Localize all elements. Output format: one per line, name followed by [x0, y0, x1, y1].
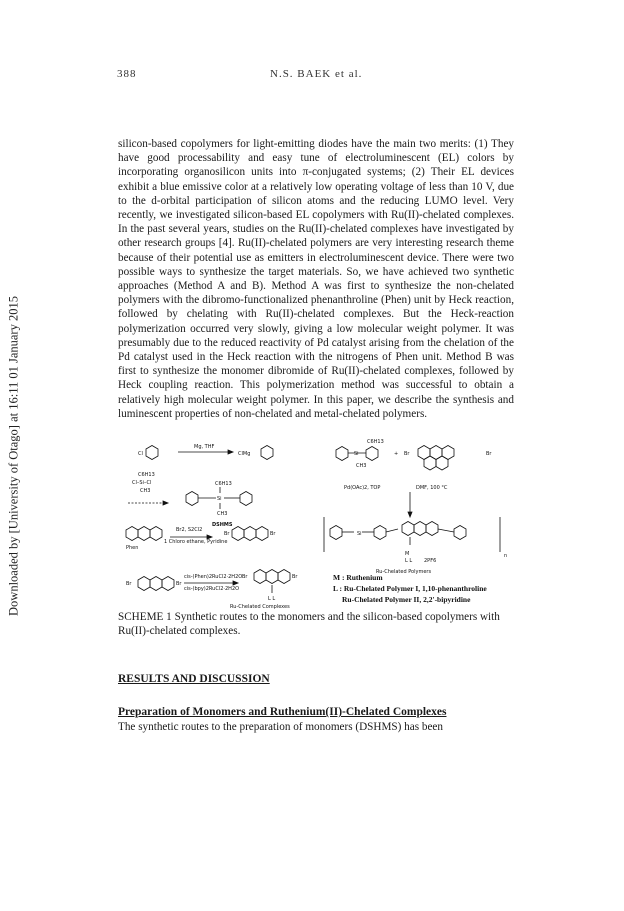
bromo-label: Br [292, 574, 298, 580]
bromo-label: Br [224, 531, 230, 537]
phenanthroline-ring [266, 570, 278, 584]
page-header [0, 68, 624, 84]
synthesis-scheme [118, 437, 518, 625]
phenanthroline-ring [244, 527, 256, 541]
bromo-label: Br [486, 451, 492, 457]
phenanthroline-ring [278, 570, 290, 584]
running-head: N.S. BAEK et al. [270, 68, 363, 80]
silicon-label: Si [357, 531, 362, 537]
benzene-ring [330, 526, 342, 540]
phenanthroline-ring [138, 577, 150, 591]
monomer-label: DSHMS [212, 522, 233, 528]
phenanthroline-ring [256, 527, 268, 541]
scheme-catalyst: Pd(OAc)2, TOP [344, 485, 381, 491]
bromo-label: Br [242, 574, 248, 580]
chloro-label: Cl [138, 451, 143, 457]
benzene-ring [146, 446, 158, 460]
scheme-solvent: DMF, 100 °C [416, 485, 448, 491]
metal-label: M [405, 551, 410, 557]
methyl-label: CH3 [356, 463, 367, 469]
bromo-label: Br [126, 581, 132, 587]
plus-sign: + [394, 451, 399, 457]
phenanthroline-ring [424, 456, 436, 470]
legend-item: L : Ru-Chelated Polymer I, 1,10-phenanthroline [333, 584, 487, 593]
scheme-reagent: Mg, THF [194, 444, 215, 450]
phenanthroline-ring [426, 522, 438, 536]
phenanthroline-ring [150, 577, 162, 591]
silicon-label: Si [354, 451, 359, 457]
download-stamp [6, 296, 22, 616]
subsection-heading: Preparation of Monomers and Ruthenium(II)-Chelated Complexes [118, 706, 447, 718]
download-stamp-text: Downloaded by [University of Otago] at 16:11 01 January 2015 [6, 296, 21, 616]
scheme-reagent: cis-(bpy)2RuCl2·2H2O [184, 586, 240, 592]
scheme-reagent: cis-(Phen)2RuCl2·2H2O [184, 574, 243, 580]
bromo-label: Br [270, 531, 276, 537]
phenanthroline-ring [436, 456, 448, 470]
phenanthroline-ring [150, 527, 162, 541]
polymer-label: Ru-Chelated Polymers [376, 569, 432, 575]
phen-label: Phen [126, 545, 139, 551]
repeat-label: n [504, 553, 508, 559]
benzene-ring [366, 447, 378, 461]
benzene-ring [261, 446, 273, 460]
scheme-reagent: 1 Chloro ethane, Pyridine [164, 539, 228, 545]
silicon-label: Si [217, 496, 222, 502]
body-text: The synthetic routes to the preparation of monomers (DSHMS) has been [118, 721, 443, 733]
scheme-caption: SCHEME 1 Synthetic routes to the monomers and the silicon-based copolymers with Ru(II)-chelated complexes. [118, 611, 500, 638]
phenanthroline-ring [126, 527, 138, 541]
legend-item: M : Ruthenium [333, 573, 383, 582]
methyl-label: CH3 [140, 488, 151, 494]
phenanthroline-ring [232, 527, 244, 541]
phenanthroline-ring [402, 522, 414, 536]
intro-paragraph: silicon-based copolymers for light-emitting diodes have the main two merits: (1) They have good processability and easy tune of electroluminescent (EL) colors by incorporating organosilicon units into π-conjugated systems; (2) Their EL devices exhibit a blue emissive color at a relatively low operating voltage of less than 10 V, due to the d-orbital participation of silicon atoms and the reducing LUMO level. Very recently, we investigated silicon-based EL copolymers with Ru(II)-chelated complexes. In the past several years, studies on the Ru(II)-chelated complexes have investigated by other research groups [4]. Ru(II)-chelated polymers are very interesting research theme because of their potential use as emitters in electroluminescent device. There were two possible ways to synthesize the target materials. So, we have achieved two synthetic approaches (Method A and B). Method A was first to synthesize the non-chelated polymers with the dibromo-functionalized phenanthroline (Phen) unit by Heck reaction, followed by chelating with Ru(II)-chelated complexes. But the Heck-reaction polymerization occurred very slowly, giving a low molecular weight polymer. It was presumably due to the reduced reactivity of Pd catalyst arising from the chelation of the Pd catalyst used in the Heck reaction with the nitrogens of Phen unit. Method B was first to synthesize the monomer dibromide of Ru(II)-chelated complexes, followed by Heck coupling reaction. This polymerization method was successful to obtain a relatively high molecular weight polymer. In this paper, we describe the synthesis and luminescent properties of non-chelated and metal-chelated polymers. [118, 138, 514, 420]
bromo-label: Br [404, 451, 410, 457]
counter-ion: 2PF6 [424, 558, 437, 564]
ligand-label: L L [268, 596, 276, 602]
scheme-reagent: Br2, S2Cl2 [176, 527, 203, 533]
phenanthroline-ring [138, 527, 150, 541]
methyl-label: CH3 [217, 511, 228, 517]
benzene-ring [240, 492, 252, 506]
bromo-label: Br [176, 581, 182, 587]
hexyl-label: C6H13 [215, 481, 232, 487]
hexyl-label: C6H13 [367, 439, 384, 445]
phenanthroline-ring [254, 570, 266, 584]
benzene-ring [336, 447, 348, 461]
legend-item: Ru-Chelated Polymer II, 2,2'-bipyridine [342, 595, 471, 604]
ligand-label: L L [405, 558, 413, 564]
page-number: 388 [117, 68, 137, 80]
hexyl-label: C6H13 [138, 472, 155, 478]
phenanthroline-ring [414, 522, 426, 536]
complex-label: Ru-Chelated Complexes [230, 604, 290, 610]
benzene-ring [454, 526, 466, 540]
benzene-ring [186, 492, 198, 506]
scheme-figure [118, 437, 518, 625]
phenanthroline-ring [162, 577, 174, 591]
section-heading: RESULTS AND DISCUSSION [118, 673, 270, 685]
grignard-label: ClMg [238, 451, 251, 457]
benzene-ring [374, 526, 386, 540]
scheme-reagent: Cl–Si–Cl [132, 480, 152, 486]
